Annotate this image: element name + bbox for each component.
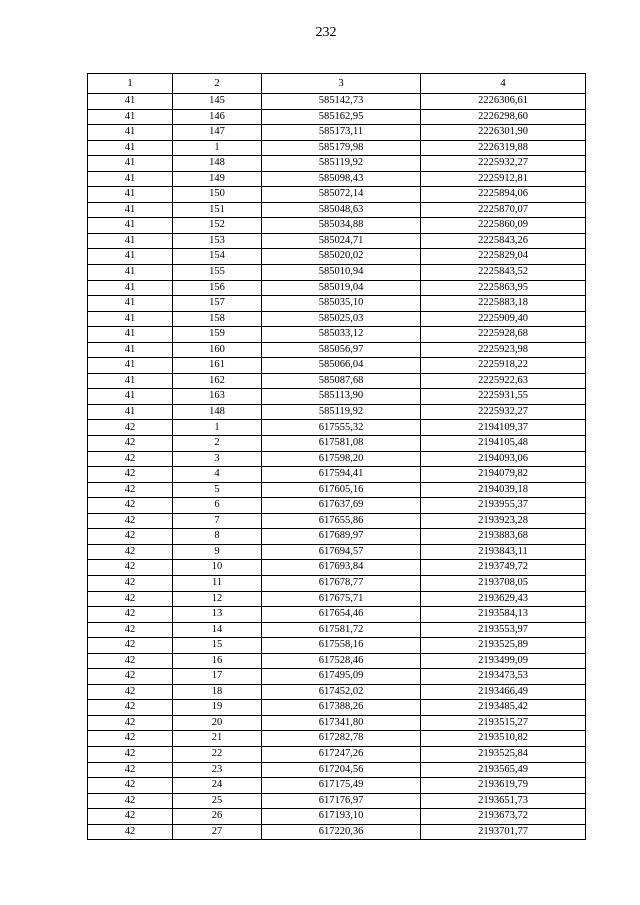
table-cell-col-1: 42	[88, 824, 173, 840]
table-cell-col-4: 2194093,06	[421, 451, 586, 467]
table-cell-col-4: 2193673,72	[421, 809, 586, 825]
column-header-2: 2	[173, 74, 262, 94]
table-cell-col-3: 617581,08	[262, 436, 421, 452]
table-cell-col-2: 148	[173, 404, 262, 420]
table-cell-col-4: 2225932,27	[421, 156, 586, 172]
table-cell-col-1: 41	[88, 109, 173, 125]
table-cell-col-1: 42	[88, 669, 173, 685]
table-cell-col-3: 585098,43	[262, 171, 421, 187]
table-row	[88, 125, 586, 141]
table-cell-col-2: 158	[173, 311, 262, 327]
table-cell-col-2: 27	[173, 824, 262, 840]
table-row	[88, 575, 586, 591]
table-cell-col-3: 617689,97	[262, 529, 421, 545]
table-cell-col-4: 2225909,40	[421, 311, 586, 327]
table-row	[88, 684, 586, 700]
table-cell-col-2: 18	[173, 684, 262, 700]
table-row	[88, 249, 586, 265]
table-cell-col-2: 154	[173, 249, 262, 265]
table-row	[88, 358, 586, 374]
table-cell-col-4: 2225894,06	[421, 187, 586, 203]
table-cell-col-1: 42	[88, 482, 173, 498]
table-cell-col-3: 585025,03	[262, 311, 421, 327]
table-cell-col-2: 162	[173, 373, 262, 389]
table-cell-col-2: 161	[173, 358, 262, 374]
table-row	[88, 591, 586, 607]
table-cell-col-2: 20	[173, 715, 262, 731]
table-row	[88, 109, 586, 125]
table-cell-col-1: 41	[88, 140, 173, 156]
table-cell-col-1: 41	[88, 233, 173, 249]
table-cell-col-1: 42	[88, 529, 173, 545]
table-row	[88, 746, 586, 762]
table-cell-col-3: 585142,73	[262, 94, 421, 110]
table-cell-col-4: 2193553,97	[421, 622, 586, 638]
table-cell-col-2: 155	[173, 265, 262, 281]
table-row	[88, 638, 586, 654]
table-cell-col-2: 11	[173, 575, 262, 591]
table-row	[88, 622, 586, 638]
table-row	[88, 404, 586, 420]
table-row	[88, 498, 586, 514]
table-cell-col-3: 617220,36	[262, 824, 421, 840]
table-cell-col-4: 2193525,84	[421, 746, 586, 762]
table-cell-col-1: 42	[88, 436, 173, 452]
table-cell-col-4: 2225931,55	[421, 389, 586, 405]
table-cell-col-3: 585010,94	[262, 265, 421, 281]
table-cell-col-3: 617558,16	[262, 638, 421, 654]
table-row	[88, 373, 586, 389]
table-cell-col-1: 41	[88, 218, 173, 234]
table-row	[88, 140, 586, 156]
table-cell-col-2: 16	[173, 653, 262, 669]
table-cell-col-4: 2226298,60	[421, 109, 586, 125]
table-cell-col-1: 41	[88, 373, 173, 389]
table-cell-col-3: 617341,80	[262, 715, 421, 731]
table-cell-col-3: 585119,92	[262, 156, 421, 172]
table-cell-col-1: 42	[88, 513, 173, 529]
table-cell-col-4: 2193499,09	[421, 653, 586, 669]
table-cell-col-2: 15	[173, 638, 262, 654]
table-cell-col-4: 2194039,18	[421, 482, 586, 498]
table-cell-col-3: 585179,98	[262, 140, 421, 156]
table-cell-col-1: 42	[88, 498, 173, 514]
table-row	[88, 451, 586, 467]
table-cell-col-3: 617452,02	[262, 684, 421, 700]
table-cell-col-4: 2225912,81	[421, 171, 586, 187]
table-cell-col-3: 585087,68	[262, 373, 421, 389]
table-cell-col-3: 585173,11	[262, 125, 421, 141]
table-cell-col-1: 42	[88, 575, 173, 591]
table-row	[88, 389, 586, 405]
table-cell-col-2: 151	[173, 202, 262, 218]
table-cell-col-1: 42	[88, 746, 173, 762]
table-cell-col-1: 41	[88, 94, 173, 110]
table-cell-col-1: 42	[88, 560, 173, 576]
table-cell-col-3: 585072,14	[262, 187, 421, 203]
table-cell-col-4: 2226301,90	[421, 125, 586, 141]
table-row	[88, 265, 586, 281]
table-cell-col-4: 2193923,28	[421, 513, 586, 529]
table-cell-col-4: 2225918,22	[421, 358, 586, 374]
table-cell-col-4: 2225883,18	[421, 296, 586, 312]
table-row	[88, 793, 586, 809]
table-cell-col-4: 2193708,05	[421, 575, 586, 591]
table-row	[88, 607, 586, 623]
table-row	[88, 700, 586, 716]
table-cell-col-1: 41	[88, 342, 173, 358]
table-cell-col-4: 2194105,48	[421, 436, 586, 452]
table-cell-col-3: 585066,04	[262, 358, 421, 374]
table-cell-col-2: 6	[173, 498, 262, 514]
table-cell-col-2: 14	[173, 622, 262, 638]
table-cell-col-1: 41	[88, 404, 173, 420]
table-row	[88, 529, 586, 545]
table-cell-col-3: 585162,95	[262, 109, 421, 125]
table-cell-col-4: 2193843,11	[421, 544, 586, 560]
table-cell-col-4: 2225932,27	[421, 404, 586, 420]
table-cell-col-3: 617495,09	[262, 669, 421, 685]
table-cell-col-3: 617637,69	[262, 498, 421, 514]
table-cell-col-1: 41	[88, 389, 173, 405]
table-cell-col-2: 2	[173, 436, 262, 452]
table-cell-col-3: 617388,26	[262, 700, 421, 716]
table-row	[88, 311, 586, 327]
table-cell-col-3: 617175,49	[262, 778, 421, 794]
table-cell-col-2: 7	[173, 513, 262, 529]
table-cell-col-4: 2193619,79	[421, 778, 586, 794]
column-header-4: 4	[421, 74, 586, 94]
table-row	[88, 280, 586, 296]
table-row	[88, 187, 586, 203]
table-cell-col-3: 585113,90	[262, 389, 421, 405]
table-cell-col-2: 17	[173, 669, 262, 685]
table-cell-col-1: 42	[88, 638, 173, 654]
table-cell-col-1: 42	[88, 591, 173, 607]
table-cell-col-2: 24	[173, 778, 262, 794]
table-row	[88, 482, 586, 498]
table-cell-col-1: 42	[88, 467, 173, 483]
table-cell-col-1: 41	[88, 358, 173, 374]
table-cell-col-1: 41	[88, 265, 173, 281]
table-cell-col-1: 42	[88, 420, 173, 436]
table-cell-col-3: 617694,57	[262, 544, 421, 560]
table-cell-col-2: 159	[173, 327, 262, 343]
table-cell-col-3: 617605,16	[262, 482, 421, 498]
table-cell-col-2: 148	[173, 156, 262, 172]
table-row	[88, 669, 586, 685]
table-cell-col-4: 2193466,49	[421, 684, 586, 700]
table-cell-col-4: 2225928,68	[421, 327, 586, 343]
table-row	[88, 342, 586, 358]
table-cell-col-2: 149	[173, 171, 262, 187]
table-cell-col-2: 1	[173, 140, 262, 156]
table-row	[88, 171, 586, 187]
table-body	[88, 94, 586, 840]
table-cell-col-2: 146	[173, 109, 262, 125]
table-cell-col-2: 156	[173, 280, 262, 296]
table-cell-col-1: 41	[88, 296, 173, 312]
table-cell-col-3: 617675,71	[262, 591, 421, 607]
table-cell-col-3: 585035,10	[262, 296, 421, 312]
table-cell-col-1: 41	[88, 202, 173, 218]
table-cell-col-4: 2193629,43	[421, 591, 586, 607]
table-cell-col-1: 42	[88, 653, 173, 669]
table-cell-col-4: 2225843,52	[421, 265, 586, 281]
table-row	[88, 731, 586, 747]
table-cell-col-3: 617528,46	[262, 653, 421, 669]
header-row	[88, 74, 586, 94]
table-row	[88, 560, 586, 576]
table-cell-col-2: 22	[173, 746, 262, 762]
table-cell-col-1: 41	[88, 156, 173, 172]
table-cell-col-1: 42	[88, 451, 173, 467]
table-cell-col-4: 2225829,04	[421, 249, 586, 265]
table-row	[88, 327, 586, 343]
table-cell-col-2: 19	[173, 700, 262, 716]
table-cell-col-2: 10	[173, 560, 262, 576]
table-cell-col-3: 617282,78	[262, 731, 421, 747]
table-cell-col-4: 2193525,89	[421, 638, 586, 654]
table-cell-col-3: 617693,84	[262, 560, 421, 576]
table-row	[88, 513, 586, 529]
table-cell-col-2: 4	[173, 467, 262, 483]
table-cell-col-2: 3	[173, 451, 262, 467]
table-cell-col-1: 42	[88, 793, 173, 809]
table-cell-col-1: 41	[88, 171, 173, 187]
table-cell-col-1: 42	[88, 544, 173, 560]
table-cell-col-2: 9	[173, 544, 262, 560]
table-cell-col-2: 26	[173, 809, 262, 825]
table-cell-col-3: 617655,86	[262, 513, 421, 529]
table-cell-col-3: 617555,32	[262, 420, 421, 436]
column-header-1: 1	[88, 74, 173, 94]
table-cell-col-2: 157	[173, 296, 262, 312]
table-row	[88, 156, 586, 172]
table-row	[88, 824, 586, 840]
table-cell-col-4: 2225843,26	[421, 233, 586, 249]
table-cell-col-1: 42	[88, 731, 173, 747]
table-row	[88, 218, 586, 234]
table-cell-col-1: 41	[88, 311, 173, 327]
table-cell-col-1: 42	[88, 684, 173, 700]
table-cell-col-2: 152	[173, 218, 262, 234]
table-cell-col-3: 585024,71	[262, 233, 421, 249]
table-cell-col-2: 12	[173, 591, 262, 607]
table-cell-col-1: 42	[88, 607, 173, 623]
table-cell-col-2: 147	[173, 125, 262, 141]
table-row	[88, 233, 586, 249]
table-cell-col-3: 617654,46	[262, 607, 421, 623]
table-cell-col-1: 42	[88, 715, 173, 731]
table-cell-col-3: 585020,02	[262, 249, 421, 265]
table-cell-col-2: 13	[173, 607, 262, 623]
table-cell-col-2: 163	[173, 389, 262, 405]
table-row	[88, 296, 586, 312]
table-cell-col-2: 8	[173, 529, 262, 545]
table-cell-col-4: 2194109,37	[421, 420, 586, 436]
table-cell-col-3: 617678,77	[262, 575, 421, 591]
table-cell-col-2: 145	[173, 94, 262, 110]
table-row	[88, 653, 586, 669]
table-row	[88, 544, 586, 560]
table-cell-col-1: 41	[88, 249, 173, 265]
table-cell-col-2: 160	[173, 342, 262, 358]
table-cell-col-1: 42	[88, 778, 173, 794]
column-header-3: 3	[262, 74, 421, 94]
table-cell-col-4: 2225860,09	[421, 218, 586, 234]
table-row	[88, 778, 586, 794]
table-header	[88, 74, 586, 94]
table-cell-col-2: 25	[173, 793, 262, 809]
table-cell-col-3: 617581,72	[262, 622, 421, 638]
table-cell-col-4: 2193510,82	[421, 731, 586, 747]
table-row	[88, 94, 586, 110]
table-cell-col-4: 2193651,73	[421, 793, 586, 809]
table-cell-col-1: 42	[88, 762, 173, 778]
table-cell-col-3: 585034,88	[262, 218, 421, 234]
table-row	[88, 420, 586, 436]
table-row	[88, 202, 586, 218]
table-cell-col-4: 2194079,82	[421, 467, 586, 483]
table-cell-col-4: 2193883,68	[421, 529, 586, 545]
table-cell-col-1: 41	[88, 125, 173, 141]
page-number: 232	[315, 25, 337, 40]
table-cell-col-3: 585119,92	[262, 404, 421, 420]
table-cell-col-4: 2225923,98	[421, 342, 586, 358]
table-row	[88, 436, 586, 452]
table-cell-col-1: 42	[88, 700, 173, 716]
coordinates-table	[87, 73, 586, 840]
table-cell-col-4: 2193584,13	[421, 607, 586, 623]
table-cell-col-3: 617598,20	[262, 451, 421, 467]
table-row	[88, 715, 586, 731]
table-cell-col-1: 41	[88, 187, 173, 203]
table-row	[88, 809, 586, 825]
table-cell-col-4: 2193565,49	[421, 762, 586, 778]
table-cell-col-1: 42	[88, 809, 173, 825]
table-cell-col-3: 585033,12	[262, 327, 421, 343]
table-cell-col-3: 617594,41	[262, 467, 421, 483]
table-cell-col-4: 2193473,53	[421, 669, 586, 685]
table-cell-col-4: 2193701,77	[421, 824, 586, 840]
table-cell-col-2: 23	[173, 762, 262, 778]
table-cell-col-2: 153	[173, 233, 262, 249]
table-row	[88, 467, 586, 483]
table-cell-col-4: 2226319,88	[421, 140, 586, 156]
table-cell-col-3: 585019,04	[262, 280, 421, 296]
table-cell-col-3: 617193,10	[262, 809, 421, 825]
table-cell-col-3: 585056,97	[262, 342, 421, 358]
table-cell-col-4: 2193749,72	[421, 560, 586, 576]
table-cell-col-4: 2193955,37	[421, 498, 586, 514]
table-cell-col-4: 2225870,07	[421, 202, 586, 218]
table-cell-col-1: 41	[88, 327, 173, 343]
table-cell-col-4: 2193515,27	[421, 715, 586, 731]
table-cell-col-3: 617176,97	[262, 793, 421, 809]
table-cell-col-3: 617247,26	[262, 746, 421, 762]
table-cell-col-1: 42	[88, 622, 173, 638]
table-cell-col-2: 150	[173, 187, 262, 203]
table-cell-col-2: 1	[173, 420, 262, 436]
table-cell-col-2: 5	[173, 482, 262, 498]
table-cell-col-4: 2226306,61	[421, 94, 586, 110]
table-cell-col-4: 2225863,95	[421, 280, 586, 296]
table-row	[88, 762, 586, 778]
table-cell-col-3: 585048,63	[262, 202, 421, 218]
table-cell-col-2: 21	[173, 731, 262, 747]
table-cell-col-3: 617204,56	[262, 762, 421, 778]
table-cell-col-4: 2193485,42	[421, 700, 586, 716]
table-cell-col-4: 2225922,63	[421, 373, 586, 389]
table-cell-col-1: 41	[88, 280, 173, 296]
